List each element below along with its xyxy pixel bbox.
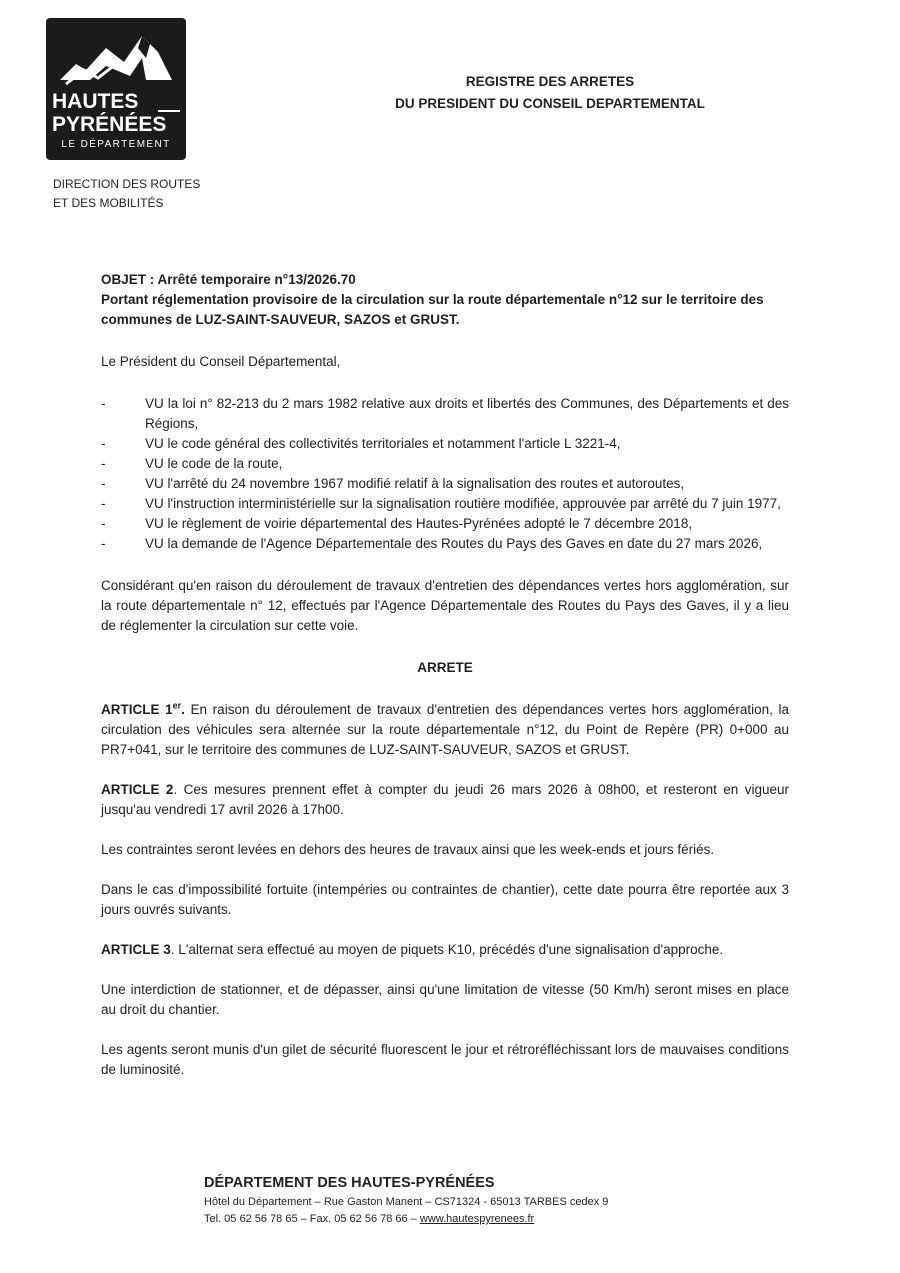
logo-dash bbox=[158, 110, 180, 112]
considerant-paragraph: Considérant qu'en raison du déroulement de travaux d'entretien des dépendances vertes hors agglomération, sur la route départementale n° 12, effectués par l'Agence Départementale des Routes du Pays des Gaves, il y a lieu de réglementer la circulation sur cette voie. bbox=[101, 578, 789, 633]
footer-address: Hôtel du Département – Rue Gaston Manent – CS71324 - 65013 TARBES cedex 9 bbox=[204, 1196, 609, 1208]
article-1-heading bbox=[101, 702, 185, 717]
list-item bbox=[101, 394, 789, 434]
article-2-text: . Ces mesures prennent effet à compter du jeudi 26 mars 2026 à 08h00, et resteront en vigueur jusqu'au vendredi 17 avril 2026 à 17h00. bbox=[101, 782, 789, 817]
article-3-paragraph-2: Une interdiction de stationner, et de dépasser, ainsi qu'une limitation de vitesse (50 Km/h) seront mises en place au droit du chantier. bbox=[101, 982, 789, 1017]
article-2-heading: ARTICLE 2 bbox=[101, 782, 174, 797]
article-1-text: En raison du déroulement de travaux d'entretien des dépendances vertes hors agglomération, la circulation des véhicules sera alternée sur la route départementale n°12, du Point de Repère (PR) 0+000 au PR7+041, sur le territoire des communes de LUZ-SAINT-SAUVEUR, SAZOS et GRUST. bbox=[101, 702, 789, 757]
department-logo bbox=[46, 18, 186, 160]
list-item bbox=[101, 514, 789, 534]
article-1-punct: . bbox=[181, 702, 185, 717]
document-body bbox=[101, 270, 789, 1080]
arrete-heading: ARRETE bbox=[417, 660, 473, 675]
vu-text: VU l'arrêté du 24 novembre 1967 modifié relatif à la signalisation des routes et autoroutes, bbox=[145, 476, 685, 491]
vu-text: VU la demande de l'Agence Départementale des Routes du Pays des Gaves en date du 27 mars 2026, bbox=[145, 536, 763, 551]
list-dash: - bbox=[101, 396, 106, 411]
list-item bbox=[101, 534, 789, 554]
article-1-superscript: er bbox=[172, 700, 182, 711]
objet-block bbox=[101, 270, 789, 330]
article-1 bbox=[101, 700, 789, 760]
vu-text: VU la loi n° 82-213 du 2 mars 1982 relative aux droits et libertés des Communes, des Départements et des Régions, bbox=[145, 396, 789, 431]
footer-contact bbox=[204, 1211, 704, 1228]
footer-phone: Tel. 05 62 56 78 65 – Fax. 05 62 56 78 66 – bbox=[204, 1213, 420, 1225]
logo-subtitle: LE DÉPARTEMENT bbox=[61, 139, 171, 150]
logo-line-1: HAUTES bbox=[52, 90, 139, 113]
list-dash: - bbox=[101, 456, 106, 471]
vu-text: VU l'instruction interministérielle sur la signalisation routière modifiée, approuvée par arrêté du 7 juin 1977, bbox=[145, 496, 781, 511]
vu-list bbox=[101, 394, 789, 554]
article-2-paragraph-3: Dans le cas d'impossibilité fortuite (intempéries ou contraintes de chantier), cette date pourra être reportée aux 3 jours ouvrés suivants. bbox=[101, 882, 789, 917]
list-item bbox=[101, 494, 789, 514]
logo-line-2: PYRÉNÉES bbox=[52, 113, 167, 136]
article-3-text: . L'alternat sera effectué au moyen de piquets K10, précédés d'une signalisation d'approche. bbox=[170, 942, 724, 957]
article-1-label: ARTICLE 1 bbox=[101, 702, 173, 717]
registry-heading bbox=[360, 71, 740, 115]
direction-line-2: ET DES MOBILITÉS bbox=[53, 196, 164, 210]
article-3-paragraph-3: Les agents seront munis d'un gilet de sécurité fluorescent le jour et rétroréfléchissant lors de mauvaises conditions de luminosité. bbox=[101, 1042, 789, 1077]
article-3-heading: ARTICLE 3 bbox=[101, 942, 171, 957]
article-2-paragraph-2: Les contraintes seront levées en dehors des heures de travaux ainsi que les week-ends et jours fériés. bbox=[101, 842, 715, 857]
list-dash: - bbox=[101, 536, 106, 551]
list-item bbox=[101, 454, 789, 474]
footer-title: DÉPARTEMENT DES HAUTES-PYRÉNÉES bbox=[204, 1175, 495, 1191]
list-dash: - bbox=[101, 516, 106, 531]
mountain-logo-icon bbox=[46, 18, 186, 98]
list-dash: - bbox=[101, 496, 106, 511]
objet-title: OBJET : Arrêté temporaire n°13/2026.70 bbox=[101, 272, 356, 287]
page-footer bbox=[204, 1172, 704, 1228]
list-item bbox=[101, 434, 789, 454]
list-item bbox=[101, 474, 789, 494]
list-dash: - bbox=[101, 436, 106, 451]
logo-wordmark bbox=[52, 90, 166, 136]
objet-description: Portant réglementation provisoire de la circulation sur la route départementale n°12 sur le territoire des communes de LUZ-SAINT-SAUVEUR, SAZOS et GRUST. bbox=[101, 292, 764, 327]
vu-text: VU le règlement de voirie départemental des Hautes-Pyrénées adopté le 7 décembre 2018, bbox=[145, 516, 693, 531]
article-3 bbox=[101, 940, 789, 960]
vu-text: VU le code de la route, bbox=[145, 456, 283, 471]
article-2 bbox=[101, 780, 789, 820]
registry-line-2: DU PRESIDENT DU CONSEIL DEPARTEMENTAL bbox=[395, 96, 705, 111]
direction-line-1: DIRECTION DES ROUTES bbox=[53, 177, 201, 191]
registry-line-1: REGISTRE DES ARRETES bbox=[465, 74, 635, 89]
footer-website-link[interactable]: www.hautespyrenees.fr bbox=[419, 1213, 535, 1225]
list-dash: - bbox=[101, 476, 106, 491]
direction-label bbox=[53, 175, 200, 213]
president-line: Le Président du Conseil Départemental, bbox=[101, 354, 341, 369]
vu-text: VU le code général des collectivités territoriales et notamment l'article L 3221-4, bbox=[145, 436, 621, 451]
